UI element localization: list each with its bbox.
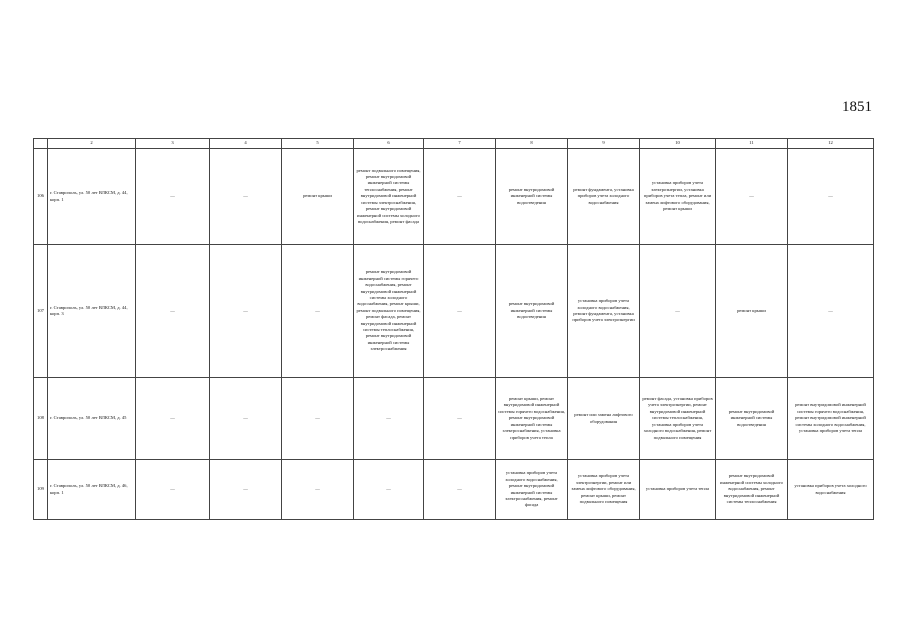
table-cell: ремонт или замена лифтового оборудования [568, 378, 640, 460]
table-cell: — [640, 245, 716, 378]
column-header-row [34, 139, 874, 149]
column-header: 12 [788, 139, 874, 149]
table-cell: ремонт фасада, установка приборов учета электроэнергии, ремонт внутридомовой инженерной системы теплоснабжения, установка приборов учета холодного водоснабжения, ремонт подвального помещения [640, 378, 716, 460]
address-cell: г. Ставрополь, ул. 50 лет ВЛКСМ, д. 46, корп. 1 [48, 460, 136, 520]
capital-repair-schedule-table [33, 138, 874, 520]
table-cell: ремонт внутридомовой инженерной системы водоотведения [496, 149, 568, 245]
column-header: 3 [136, 139, 210, 149]
column-header: 11 [716, 139, 788, 149]
table-cell: — [424, 460, 496, 520]
table-row [34, 460, 874, 520]
table-cell: — [282, 245, 354, 378]
table-cell: установка приборов учета электроэнергии, ремонт или замена лифтового оборудования, ремонт крыши, ремонт подвального помещения [568, 460, 640, 520]
table-cell: ремонт крыши [282, 149, 354, 245]
table-cell: — [210, 460, 282, 520]
table-cell: ремонт крыши [716, 245, 788, 378]
table-cell: установка приборов учета холодного водоснабжения, ремонт фундамента, установка приборов учета электроэнергии [568, 245, 640, 378]
table-cell: установка приборов учета электроэнергии, установка приборов учета тепла, ремонт или замена лифтового оборудования, ремонт крыши [640, 149, 716, 245]
row-number: 107 [34, 245, 48, 378]
column-header: 5 [282, 139, 354, 149]
table-cell: — [354, 378, 424, 460]
table-cell: ремонт внутридомовой инженерной системы горячего водоснабжения, ремонт внутридомовой инженерной системы холодного водоснабжения, ремонт крыши, ремонт подвального помещения, ремонт фасада, ремонт внутридомовой инженерной системы теплоснабжения, ремонт внутридомовой инженерной системы электроснабжения [354, 245, 424, 378]
table-cell: ремонт внутридомовой инженерной системы водоотведения [716, 378, 788, 460]
table-cell: — [354, 460, 424, 520]
table-row [34, 245, 874, 378]
column-header: 10 [640, 139, 716, 149]
table-cell: ремонт фундамента, установка приборов учета холодного водоснабжения [568, 149, 640, 245]
table-cell: — [788, 149, 874, 245]
address-cell: г. Ставрополь, ул. 50 лет ВЛКСМ, д. 44, корп. 3 [48, 245, 136, 378]
table-cell: ремонт крыши, ремонт внутридомовой инженерной системы горячего водоснабжения, ремонт внутридомовой инженерной системы электроснабжения, установка приборов учета тепла [496, 378, 568, 460]
table-cell: — [424, 378, 496, 460]
table-cell: — [136, 149, 210, 245]
table-cell: ремонт внутридомовой инженерной системы горячего водоснабжения, ремонт внутридомовой инженерной системы холодного водоснабжения, установка приборов учета тепла [788, 378, 874, 460]
table-row [34, 378, 874, 460]
column-header: 7 [424, 139, 496, 149]
row-number: 109 [34, 460, 48, 520]
table-cell: — [424, 245, 496, 378]
table-cell: — [210, 245, 282, 378]
table-cell: — [210, 149, 282, 245]
column-header [34, 139, 48, 149]
table-cell: — [424, 149, 496, 245]
table-cell: установка приборов учета тепла [640, 460, 716, 520]
table-row [34, 149, 874, 245]
address-cell: г. Ставрополь, ул. 50 лет ВЛКСМ, д. 45 [48, 378, 136, 460]
table-cell: — [210, 378, 282, 460]
table-cell: — [136, 378, 210, 460]
column-header: 4 [210, 139, 282, 149]
column-header: 6 [354, 139, 424, 149]
table-cell: установка приборов учета холодного водоснабжения, ремонт внутридомовой инженерной системы электроснабжения, ремонт фасада [496, 460, 568, 520]
table-cell: — [282, 460, 354, 520]
column-header: 9 [568, 139, 640, 149]
table-cell: ремонт подвального помещения, ремонт внутридомовой инженерной системы теплоснабжения, ремонт внутридомовой инженерной системы электроснабжения, ремонт внутридомовой инженерной системы холодного водоснабжения, ремонт фасада [354, 149, 424, 245]
table-cell: — [136, 245, 210, 378]
table-cell: — [788, 245, 874, 378]
page-number: 1851 [842, 99, 872, 115]
row-number: 106 [34, 149, 48, 245]
column-header: 8 [496, 139, 568, 149]
table-cell: — [716, 149, 788, 245]
column-header: 2 [48, 139, 136, 149]
row-number: 108 [34, 378, 48, 460]
table-cell: ремонт внутридомовой инженерной системы холодного водоснабжения, ремонт внутридомовой инженерной системы теплоснабжения [716, 460, 788, 520]
table-cell: — [136, 460, 210, 520]
table-cell: установка приборов учета холодного водоснабжения [788, 460, 874, 520]
table-cell: — [282, 378, 354, 460]
address-cell: г. Ставрополь, ул. 50 лет ВЛКСМ, д. 44, корп. 1 [48, 149, 136, 245]
table-cell: ремонт внутридомовой инженерной системы водоотведения [496, 245, 568, 378]
